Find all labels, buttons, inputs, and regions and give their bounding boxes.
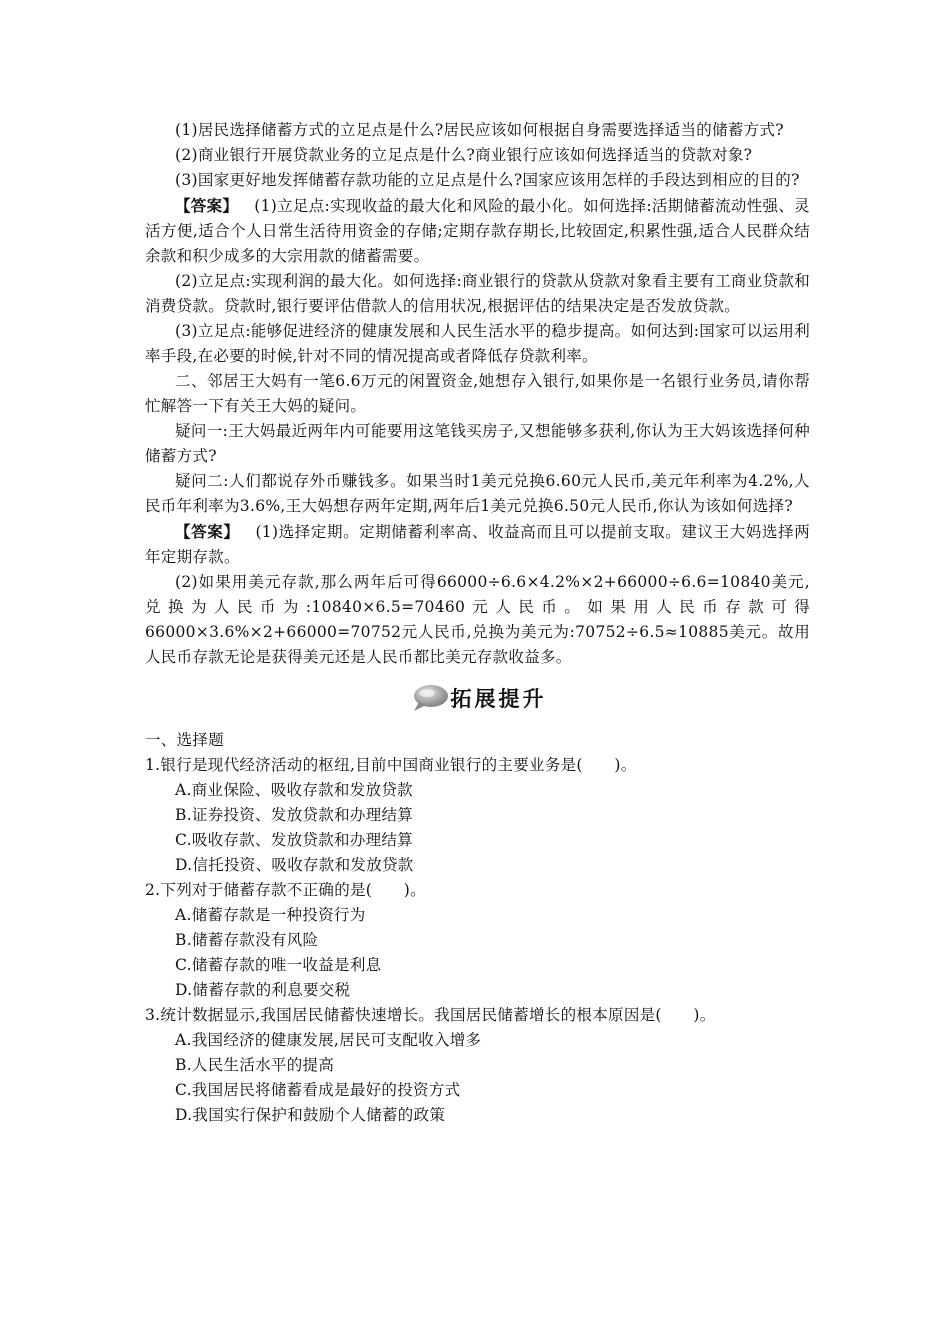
choice-3-option-d: D.我国实行保护和鼓励个人储蓄的政策 [175,1106,446,1124]
choice-1-option-a: A.商业保险、吸收存款和发放贷款 [175,781,413,799]
answer-2-text-1: (1)选择定期。定期储蓄利率高、收益高而且可以提前支取。建议王大妈选择两年定期存款。 [145,523,810,566]
question-2: (2)商业银行开展贷款业务的立足点是什么?商业银行应该如何选择适当的贷款对象? [175,146,753,164]
choice-2-option-a: A.储蓄存款是一种投资行为 [175,906,366,924]
choice-3-option-a: A.我国经济的健康发展,居民可支配收入增多 [175,1031,482,1049]
choice-2-option-b: B.储蓄存款没有风险 [175,931,319,949]
choice-item-1-stem: 1.银行是现代经济活动的枢纽,目前中国商业银行的主要业务是( )。 [145,756,637,774]
question-3: (3)国家更好地发挥储蓄存款功能的立足点是什么?国家应该用怎样的手段达到相应的目的? [175,171,800,189]
answer-tag: 【答案】 [175,196,239,215]
choice-1-option-c: C.吸收存款、发放贷款和办理结算 [175,831,414,849]
answer-1-para-1 [145,193,810,269]
answer-1-para-2: (2)立足点:实现利润的最大化。如何选择:商业银行的贷款从贷款对象看主要有工商业贷款和消费贷款。贷款时,银行要评估借款人的信用状况,根据评估的结果决定是否发放贷款。 [145,272,810,315]
choice-3-option-b: B.人民生活水平的提高 [175,1056,335,1074]
answer-1-text-1: (1)立足点:实现收益的最大化和风险的最小化。如何选择:活期储蓄流动性强、灵活方便,适合个人日常生活待用资金的存储;定期存款存期长,比较固定,积累性强,适合人民群众结余款和积少成多的大宗用款的储蓄需要。 [145,197,810,265]
answer-tag: 【答案】 [175,522,240,541]
section-banner [145,672,810,724]
choice-2-option-d: D.储蓄存款的利息要交税 [175,981,351,999]
doubt-2: 疑问二:人们都说存外币赚钱多。如果当时1美元兑换6.60元人民币,美元年利率为4.2%,人民币年利率为3.6%,王大妈想存两年定期,两年后1美元兑换6.50元人民币,你认为该如何选择? [145,472,810,515]
choice-2-option-c: C.储蓄存款的唯一收益是利息 [175,956,382,974]
answer-2-para-2: (2)如果用美元存款,那么两年后可得66000÷6.6×4.2%×2+66000÷6.6=10840美元,兑换为人民币为:10840×6.5=70460元人民币。如果用人民币存款可得66000×3.6%×2+66000=70752元人民币,兑换为美元为:70752÷6.5≈10885美元。故用人民币存款无论是获得美元还是人民币都比美元存款收益多。 [145,573,810,666]
answer-2-para-1 [145,519,810,570]
speech-bubble-icon [409,683,449,713]
choice-3-option-c: C.我国居民将储蓄看成是最好的投资方式 [175,1081,461,1099]
choice-heading: 一、选择题 [145,731,225,749]
document-page [145,118,810,1128]
part-2-intro: 二、邻居王大妈有一笔6.6万元的闲置资金,她想存入银行,如果你是一名银行业务员,请你帮忙解答一下有关王大妈的疑问。 [145,372,810,415]
banner-title: 拓展提升 [450,687,547,711]
question-1: (1)居民选择储蓄方式的立足点是什么?居民应该如何根据自身需要选择适当的储蓄方式? [175,121,784,139]
choice-item-2-stem: 2.下列对于储蓄存款不正确的是( )。 [145,881,426,899]
answer-1-para-3: (3)立足点:能够促进经济的健康发展和人民生活水平的稳步提高。如何达到:国家可以运用利率手段,在必要的时候,针对不同的情况提高或者降低存贷款利率。 [145,322,810,365]
doubt-1: 疑问一:王大妈最近两年内可能要用这笔钱买房子,又想能够多获利,你认为王大妈该选择何种储蓄方式? [145,422,810,465]
choice-item-3-stem: 3.统计数据显示,我国居民储蓄快速增长。我国居民储蓄增长的根本原因是( )。 [145,1006,716,1024]
choice-1-option-b: B.证券投资、发放贷款和办理结算 [175,806,414,824]
choice-1-option-d: D.信托投资、吸收存款和发放贷款 [175,856,414,874]
